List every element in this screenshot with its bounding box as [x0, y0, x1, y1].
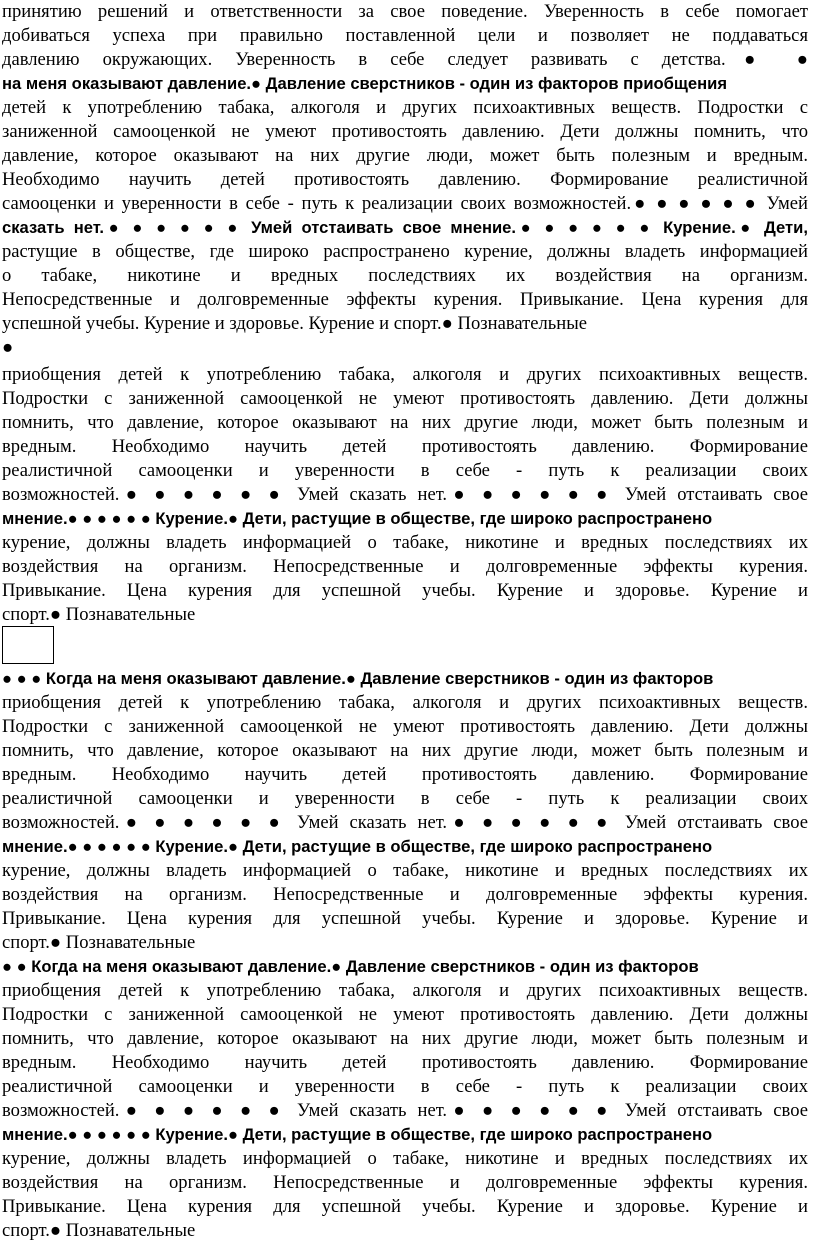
paragraph-line: принятию решений и ответственности за свое поведение. Уверенность в себе помогает — [2, 1, 808, 22]
paragraph-line: добиваться успеха при правильно поставленной цели и позволяет не поддаваться — [2, 25, 808, 46]
paragraph-line: реалистичной самооценки и уверенности в себе - путь к реализации своих — [2, 788, 808, 809]
paragraph-line: успешной учебы. Курение и здоровье. Курение и спорт.● Познавательные — [2, 313, 587, 334]
paragraph-line: возможностей.● ● ● ● ● ● Умей сказать нет.● ● ● ● ● ● Умей отстаивать свое — [2, 812, 808, 833]
bold-heading-line: мнение.● ● ● ● ● ● Курение.● Дети, растущие в обществе, где широко распространено — [2, 1125, 713, 1144]
paragraph-line: реалистичной самооценки и уверенности в себе - путь к реализации своих — [2, 460, 808, 481]
paragraph-line: реалистичной самооценки и уверенности в себе - путь к реализации своих — [2, 1076, 808, 1097]
paragraph-line: растущие в обществе, где широко распространено курение, должны владеть информацией — [2, 241, 808, 262]
paragraph-line: помнить, что давление, которое оказывают на них другие люди, может быть полезным и — [2, 740, 808, 761]
paragraph-line: вредным. Необходимо научить детей противостоять давлению. Формирование — [2, 436, 808, 457]
paragraph-line: воздействия на организм. Непосредственные и долговременные эффекты курения. — [2, 1172, 808, 1193]
bold-heading-line: сказать нет.● ● ● ● ● ● Умей отстаивать свое мнение.● ● ● ● ● ● Курение.● Дети, — [2, 218, 808, 237]
paragraph-line: Непосредственные и долговременные эффекты курения. Привыкание. Цена курения для — [2, 289, 808, 310]
paragraph-line: приобщения детей к употреблению табака, алкоголя и других психоактивных веществ. — [2, 692, 808, 713]
paragraph-line: самооценки и уверенности в себе - путь к реализации своих возможностей.● ● ● ● ● ● Умей — [2, 193, 808, 214]
paragraph-line: Необходимо научить детей противостоять давлению. Формирование реалистичной — [2, 169, 808, 190]
paragraph-line: Привыкание. Цена курения для успешной учебы. Курение и здоровье. Курение и — [2, 908, 808, 929]
paragraph-line: вредным. Необходимо научить детей противостоять давлению. Формирование — [2, 1052, 808, 1073]
paragraph-line: спорт.● Познавательные — [2, 932, 196, 953]
paragraph-line: возможностей.● ● ● ● ● ● Умей сказать нет.● ● ● ● ● ● Умей отстаивать свое — [2, 1100, 808, 1121]
paragraph-line: курение, должны владеть информацией о табаке, никотине и вредных последствиях их — [2, 532, 808, 553]
paragraph-line: возможностей.● ● ● ● ● ● Умей сказать нет.● ● ● ● ● ● Умей отстаивать свое — [2, 484, 808, 505]
paragraph-line: о табаке, никотине и вредных последствиях их воздействия на организм. — [2, 265, 808, 286]
paragraph-line: помнить, что давление, которое оказывают на них другие люди, может быть полезным и — [2, 412, 808, 433]
bold-heading-line: ● ● ● Когда на меня оказывают давление.● Давление сверстников - один из факторов — [2, 669, 714, 688]
paragraph-line: вредным. Необходимо научить детей противостоять давлению. Формирование — [2, 764, 808, 785]
bold-heading-line: на меня оказывают давление.● Давление сверстников - один из факторов приобщения — [2, 74, 728, 93]
paragraph-line: курение, должны владеть информацией о табаке, никотине и вредных последствиях их — [2, 860, 808, 881]
bold-heading-line: мнение.● ● ● ● ● ● Курение.● Дети, растущие в обществе, где широко распространено — [2, 509, 713, 528]
paragraph-line: детей к употреблению табака, алкоголя и других психоактивных веществ. Подростки с — [2, 97, 808, 118]
paragraph-line: Подростки с заниженной самооценкой не умеют противостоять давлению. Дети должны — [2, 716, 808, 737]
empty-box — [2, 626, 54, 664]
paragraph-line: курение, должны владеть информацией о табаке, никотине и вредных последствиях их — [2, 1148, 808, 1169]
paragraph-line: воздействия на организм. Непосредственные и долговременные эффекты курения. — [2, 884, 808, 905]
paragraph-line: Привыкание. Цена курения для успешной учебы. Курение и здоровье. Курение и — [2, 580, 808, 601]
bullet-line: ● — [2, 337, 14, 358]
paragraph-line: воздействия на организм. Непосредственные и долговременные эффекты курения. — [2, 556, 808, 577]
bold-heading-line: мнение.● ● ● ● ● ● Курение.● Дети, растущие в обществе, где широко распространено — [2, 837, 713, 856]
paragraph-line: Привыкание. Цена курения для успешной учебы. Курение и здоровье. Курение и — [2, 1196, 808, 1217]
paragraph-line: Подростки с заниженной самооценкой не умеют противостоять давлению. Дети должны — [2, 388, 808, 409]
paragraph-line: Подростки с заниженной самооценкой не умеют противостоять давлению. Дети должны — [2, 1004, 808, 1025]
paragraph-line: спорт.● Познавательные — [2, 1220, 196, 1241]
bold-heading-line: ● ● Когда на меня оказывают давление.● Давление сверстников - один из факторов — [2, 957, 699, 976]
paragraph-line: приобщения детей к употреблению табака, алкоголя и других психоактивных веществ. — [2, 364, 808, 385]
paragraph-line: заниженной самооценкой не умеют противостоять давлению. Дети должны помнить, что — [2, 121, 808, 142]
paragraph-line: приобщения детей к употреблению табака, алкоголя и других психоактивных веществ. — [2, 980, 808, 1001]
paragraph-line: помнить, что давление, которое оказывают на них другие люди, может быть полезным и — [2, 1028, 808, 1049]
paragraph-line: давлению окружающих. Уверенность в себе следует развивать с детства.● ● — [2, 49, 808, 70]
paragraph-line: спорт.● Познавательные — [2, 604, 196, 625]
paragraph-line: давление, которое оказывают на них другие люди, может быть полезным и вредным. — [2, 145, 808, 166]
